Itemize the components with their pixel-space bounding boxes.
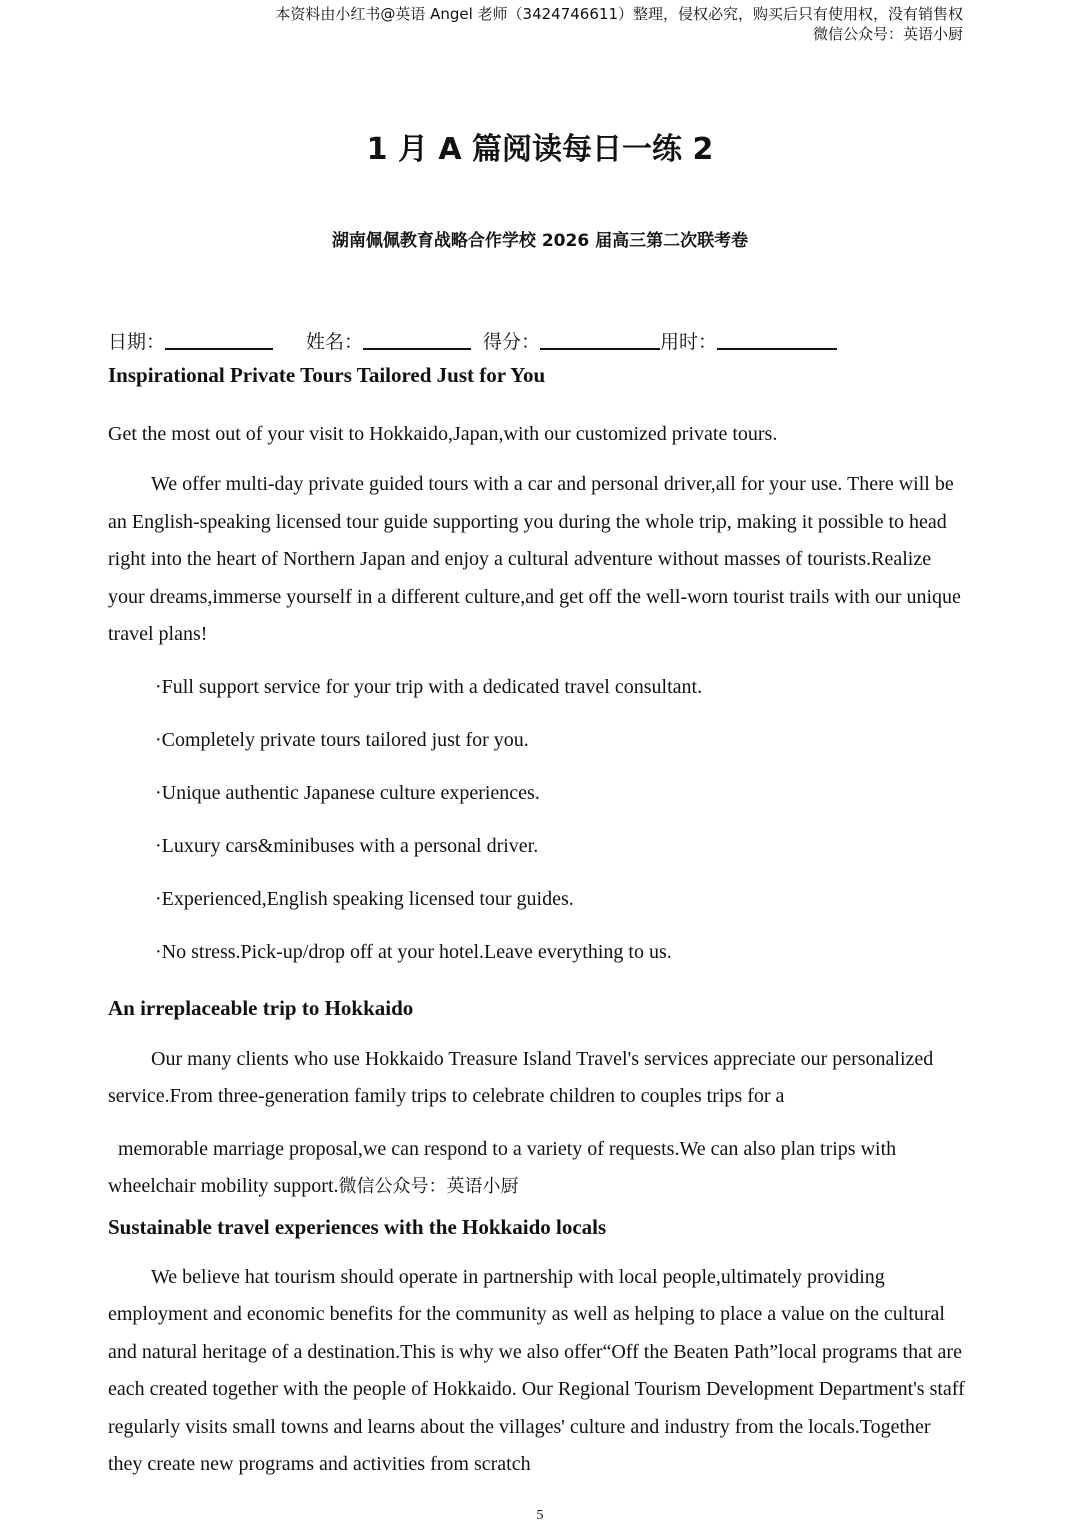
- trip-paragraph-part2: [108, 1131, 968, 1206]
- list-item: ·No stress.Pick-up/drop off at your hotel.Leave everything to us.: [155, 940, 672, 963]
- section-heading-sustainable: Sustainable travel experiences with the Hokkaido locals: [108, 1214, 607, 1239]
- page-header: [275, 4, 963, 44]
- wechat-watermark: 微信公众号：英语小厨: [338, 1176, 519, 1197]
- feature-list: [108, 670, 968, 969]
- copyright-notice: 本资料由小红书@英语 Angel 老师（3424746611）整理，侵权必究，购买后只有使用权，没有销售权: [275, 5, 963, 23]
- student-info-line: [108, 326, 837, 356]
- section-heading-trip: An irreplaceable trip to Hokkaido: [108, 995, 414, 1020]
- wechat-account: 微信公众号：英语小厨: [812, 25, 963, 43]
- list-item: ·Full support service for your trip with a dedicated travel consultant.: [155, 675, 703, 698]
- trip-paragraph-text: memorable marriage proposal,we can respond to a variety of requests.We can also plan trips with wheelchair mobility support.: [108, 1137, 897, 1197]
- list-item: ·Luxury cars&minibuses with a personal driver.: [155, 834, 539, 857]
- page-title: 1 月 A 篇阅读每日一练 2: [366, 132, 714, 167]
- section-heading-tours: Inspirational Private Tours Tailored Just for You: [108, 363, 546, 387]
- intro-sentence: Get the most out of your visit to Hokkaido,Japan,with our customized private tours.: [108, 423, 778, 445]
- name-blank: [363, 326, 471, 350]
- score-label: 得分：: [483, 331, 541, 353]
- sustainable-paragraph: We believe hat tourism should operate in partnership with local people,ultimately providing employment and economic benefits for the community as well as helping to place a value on the cultural and natural heritage of a destination.This is why we also offer“Off the Beaten Path”local programs that are each created together with the people of Hokkaido. Our Regional Tourism Development Department's staff regularly visits small towns and learns about the villages' culture and industry from the locals.Together they create new programs and activities from scratch: [108, 1265, 965, 1475]
- date-blank: [165, 326, 273, 350]
- trip-paragraph-part1: Our many clients who use Hokkaido Treasure Island Travel's services appreciate our personalized service.From three-generation family trips to celebrate children to couples trips for a: [108, 1047, 934, 1107]
- score-blank: [540, 326, 660, 350]
- exam-subtitle: 湖南佩佩教育战略合作学校 2026 届高三第二次联考卷: [331, 231, 749, 251]
- list-item: ·Completely private tours tailored just for you.: [155, 728, 529, 751]
- list-item: ·Unique authentic Japanese culture experiences.: [155, 781, 540, 804]
- tours-paragraph: We offer multi-day private guided tours with a car and personal driver,all for your use. There will be an English-speaking licensed tour guide supporting you during the whole trip, making it possible to head right into the heart of Northern Japan and enjoy a cultural adventure without masses of tourists.Realize your dreams,immerse yourself in a different culture,and get off the well-worn tourist trails with our unique travel plans!: [108, 473, 961, 645]
- date-field: [108, 326, 273, 356]
- page-number: 5: [536, 1508, 544, 1523]
- time-label: 用时：: [660, 331, 718, 353]
- time-blank: [717, 326, 837, 350]
- name-label: 姓名：: [306, 331, 364, 353]
- score-field: [483, 326, 660, 356]
- list-item: ·Experienced,English speaking licensed tour guides.: [155, 887, 574, 910]
- date-label: 日期：: [108, 331, 166, 353]
- time-field: [660, 326, 837, 356]
- name-field: [306, 326, 471, 356]
- article-body: [108, 360, 968, 1484]
